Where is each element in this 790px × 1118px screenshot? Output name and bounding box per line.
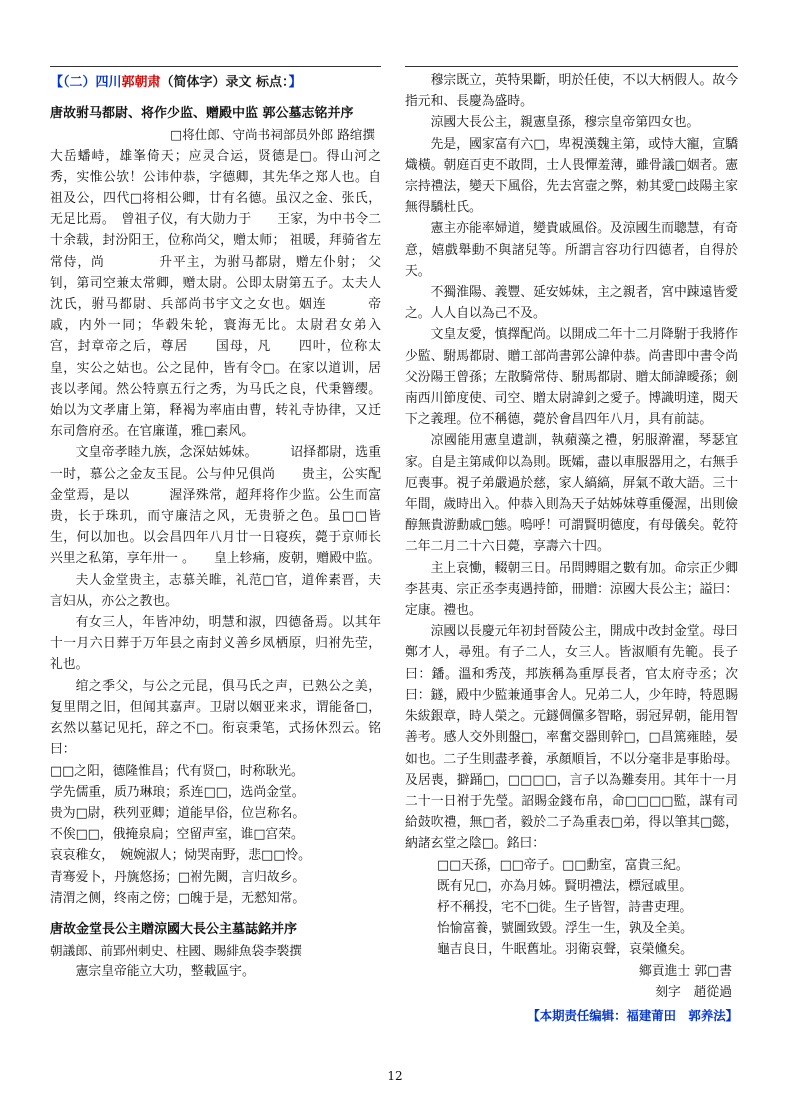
signature-engraver: 刻字 趙從過 [655, 984, 732, 1000]
article2-poem-line: □□天孫，□□帝子。□□勳室，富貴三紀。 [437, 857, 689, 873]
article1-poem-line: 贵为□尉，秩列亚卿；道能早俗，位岂称名。 [50, 805, 306, 821]
top-rule-right [405, 66, 738, 67]
header-name: 郭朝肃 [121, 75, 161, 90]
article1-paragraph: 有女三人，年皆冲幼，明慧和淑，四德备焉。以其年十一月六日葬于万年县之南封义善乡凤栖原，归祔先茔，礼也。 [50, 615, 381, 673]
section-gap [50, 909, 381, 919]
article2-title: 唐故金堂長公主贈涼國大長公主墓誌銘并序 [50, 921, 298, 937]
article2-paragraph: 不獨淮陽、義豐、延安姊妹，主之親者，宮中踈遠皆愛之。人人自以為己不及。 [405, 285, 738, 322]
right-column [405, 70, 738, 1070]
article2-paragraph: 文皇友愛，慎擇配尚。以開成二年十二月降駙于我將作少監、駙馬都尉、贈工部尚書郭公諱仲恭。尚書即中書令尚父汾陽王曾孫；左散騎常侍、駙馬都尉、贈太師諱曖孫；劍南西川節度使、司空、贈太尉諱釗之愛子。博識明達，閱天下之義理。位不稱德，薨於會昌四年八月，具有前誌。 [405, 327, 738, 428]
page-number: 12 [387, 1069, 403, 1083]
article1-paragraph: 绾之季父，与公之元昆，俱马氏之声，已熟公之美，复里閈之旧，但闻其嘉声。卫尉以姻亚来求，谓能备□，玄然以墓记见托，辞之不□。衔哀秉笔，式扬休烈云。铭曰： [50, 678, 381, 758]
article2-paragraph: 主上哀慟，輟朝三日。吊問賻賵之數有加。命宗正少卿李甚夷、宗正丞李夷遇持節，冊贈：涼國大長公主；謚曰：定康。禮也。 [405, 560, 738, 619]
article2-poem-line: 既有兄□，亦為月姊。賢明禮法，標冠戚里。 [437, 878, 693, 894]
header-close: 】 [288, 75, 302, 90]
article2-poem-line: 杼不稱投，宅不□徙。生子皆智，詩書吏理。 [437, 899, 693, 915]
article1-paragraph: 夫人金堂贵主，志慕关睢，礼范□官，道侔素晋，夫言妇从，亦公之教也。 [50, 572, 381, 609]
signature-calligrapher: 鄉貢進士 郭□書 [639, 963, 732, 979]
article2-paragraph: 穆宗既立，英特果斷，明於任使，不以大柄假人。故今指元和、長慶為盛時。 [405, 73, 738, 110]
article1-poem-line: 哀哀稚女， 婉婉淑人；恸哭南野，悲□□怜。 [50, 848, 311, 864]
section-header [50, 72, 381, 93]
editor-credit: 【本期责任编辑：福建莆田 郭养法】 [527, 1007, 738, 1023]
article1-poem-line: 清渭之侧，终南之傍；□魄于是，无憖知常。 [50, 890, 306, 906]
article2-poem-line: 怡愉富養，號圖致毀。浮生一生，孰及全美。 [437, 921, 693, 937]
article1-paragraph: 大岳蟠峙，雄峯倚天；应灵合运，贤德是□。得山河之秀，实惟公欤！公讳仲恭，字德卿，其先华之郑人也。自祖及公，四代□将相公卿，廿有名德。虽汉之金、张氏，无足比焉。 曾祖子仪，有大勋力于 王家，为中书令二十余载，封汾阳王，位称尚父，赠太师； 祖暖，拜骑省左常侍，尚 升平主，为驸马都尉，赠左仆射； 父钊，第司空兼太常卿，赠太尉。公即太尉第五子。太夫人沈氏，驸马都尉、兵部尚书宇文之女也。姻连 帝戚，内外一同；华毂朱轮，寰海无比。太尉君女弟入 宫，封章帝之后，尊居 国母，凡 四叶，位称太皇，实公之姑也。公之昆仲，皆有令□。在家以道训，居丧以孝闻。然公特禀五行之秀，为马氏之良，代秉簪缨。始以为文孝庸上第，释褐为率庙由曹，转礼寺协律，又迁东司詹府丞。在官廉谨，雅□素风。 [50, 148, 433, 440]
article1-poem-line: 青骞爱卜，丹旐悠扬；□祔先闕，言归故乡。 [50, 869, 306, 885]
article2-paragraph: 憲宗皇帝能立大功，整載區宇。 [75, 964, 255, 980]
article2-poem-line: 龜吉良日，牛眠舊址。羽衛哀聲，哀榮儵矣。 [437, 942, 693, 958]
article2-paragraph: 凉國能用憲皇遺訓，執蘋藻之禮，躬服澣濯，琴瑟宜家。自是主第咸仰以為則。既孀，盡以車服器用之，右無手厄喪事。視子弟嚴過於慈，家人縞縞，屏氣不敢大語。三十年間，歲時出入。仲恭入則為天子姑姊妹尊重優渥，出則儉醇無貴游勳戚□態。嗚呼！可謂賢明德度，有母儀矣。乾符二年二月二十六日薨，享壽六十四。 [405, 433, 738, 555]
article2-paragraph: 憲主亦能率婦道，變貴戚風俗。及涼國生而聰慧，有奇意，嬉戲舉動不與諸兒等。所謂言容功行四德者，自得於天。 [405, 221, 738, 279]
article1-poem-line: 学先儒重，质乃琳琅；系连□□，选尚金堂。 [50, 784, 305, 800]
article1-poem-line: 不俟□□，俄掩泉扃；空留声室，谁□宫荣。 [50, 827, 304, 843]
top-rule-left [50, 66, 381, 67]
article2-paragraph: 先是，國家富有六□，卑視漢魏主第，或恃大寵，宣驕熾橫。朝庭百吏不敢問，士人畏憚羞薄，雖骨議□姻者。憲宗持禮法，變天下風俗，先去宮壼之弊，勑其愛□歧陽主家無得驕杜氏。 [405, 136, 738, 216]
article1-byline: □将仕郎、守尚书祠部员外郎 路绾撰 [170, 127, 375, 143]
article2-byline: 朝議郎、前郢州刺史、柱國、賜緋魚袋李褧撰 [50, 943, 302, 959]
article1-title: 唐故驸马都尉、将作少监、赠殿中监 郭公墓志铭并序 [50, 106, 354, 122]
left-column [50, 70, 433, 1070]
article1-paragraph: 文皇帝孝睦九族，念深姑姊妹。 诏择都尉，选重一时，慕公之金友玉昆。公与仲兄俱尚 贵主，公实配金堂焉，是以 渥泽殊常，超拜将作少监。公生而富贵，长于珠玑，而守廉洁之风，无贵骄之色。虽□□皆生，何以加也。以会昌四年八月廿一日寝疾，薨于京师长兴里之私第，享年卅一 。 皇上轸痛，废朝，赠殿中监。 [50, 445, 381, 567]
header-open: 【（二）四川 [50, 75, 122, 90]
header-rest: （简体字）录文 标点： [160, 75, 289, 90]
article2-paragraph: 涼國以長慶元年初封晉陵公主，開成中改封金堂。母曰鄭才人，尋殂。有子二人，女三人。皆淑順有先範。長子曰：鐇。溫和秀茂，邦族稱為重厚長者，官太府寺丞；次曰：鐩，殿中少監兼通事舍人。兄弟二人，少年時，特恩賜朱紱銀章，時人榮之。元鐩倜儻多智略，弱冠昇朝，能用智善考。感人交外則盤□，率奮交器則幹□，□昌篤雍睦，晏如也。二子生則盡孝養，承顏順旨，不以分毫非是事貽母。及居喪，擗踊□，□□□□，言子以為難奏用。其年十一月二十一日祔于先瑩。詔賜金錢布帛，命□□□□監，謀有司給鼓吹禮，無□者，毅於二子為重表□弟，得以筆其□懿，納諸玄堂之陰□。銘曰： [405, 624, 738, 852]
article1-poem-line: □□之阳，德隆惟昌；代有贤□，时称耿光。 [50, 763, 304, 779]
article2-paragraph: 涼國大長公主，親憲皇孫，穆宗皇帝第四女也。 [430, 115, 700, 131]
